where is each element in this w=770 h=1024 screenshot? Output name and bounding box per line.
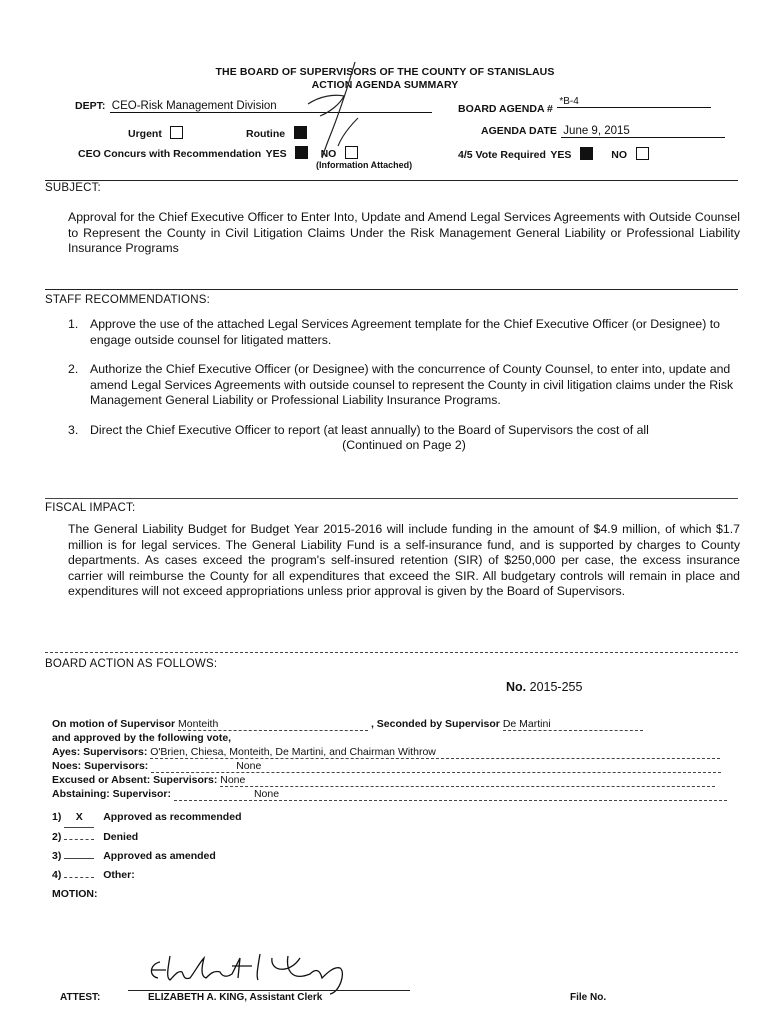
action-option[interactable] [52, 866, 241, 885]
staff-item-text: Direct the Chief Executive Officer to report (at least annually) to the Board of Supervisors the cost of all [90, 422, 649, 437]
seconded-value: De Martini [503, 718, 643, 731]
agenda-date-label: AGENDA DATE [481, 125, 557, 137]
continued-note: (Continued on Page 2) [342, 438, 466, 452]
option-number: 2) [52, 831, 62, 843]
board-title: THE BOARD OF SUPERVISORS OF THE COUNTY OF STANISLAUS [215, 66, 555, 78]
staff-item-number: 2. [68, 362, 79, 376]
option-number: 1) [52, 811, 62, 823]
board-action-heading: BOARD ACTION AS FOLLOWS: [45, 658, 218, 670]
dept-value: CEO-Risk Management Division [110, 100, 432, 113]
motion-label: On motion of Supervisor [52, 718, 176, 730]
ayes-value: O'Brien, Chiesa, Monteith, De Martini, and Chairman Withrow [150, 746, 720, 759]
vote-no-label: NO [611, 149, 628, 161]
excused-row [52, 774, 742, 787]
vote-yes-label: YES [550, 149, 572, 161]
subject-text: Approval for the Chief Executive Officer to Enter Into, Update and Amend Legal Services Agreements with Outside Counsel to Represent the County in Civil Litigation Claims Under the Risk Management General Liability or Professional Liability Insurance Programs [68, 210, 740, 255]
initials-mark [300, 56, 390, 166]
resolution-number [506, 680, 582, 694]
resolution-number-label: No. [506, 680, 527, 694]
ceo-no-label: NO [320, 148, 337, 160]
option-label: Other: [103, 869, 135, 881]
option-mark: X [64, 808, 94, 828]
board-agenda-value: *B-4 [557, 96, 711, 108]
excused-value: None [220, 774, 715, 787]
seconded-label: , Seconded by Supervisor [370, 718, 500, 730]
board-agenda-label: BOARD AGENDA # [458, 103, 553, 115]
staff-list [68, 317, 740, 454]
dept-label: DEPT: [75, 100, 106, 112]
vote-no-checkbox[interactable] [636, 147, 649, 160]
staff-divider [45, 498, 738, 499]
subject-heading: SUBJECT: [45, 182, 101, 194]
staff-item-number: 1. [68, 317, 79, 331]
ceo-yes-label: YES [265, 148, 287, 160]
routine-row [246, 124, 307, 142]
option-number: 4) [52, 869, 62, 881]
agenda-date-value: June 9, 2015 [561, 125, 725, 138]
attest-name: ELIZABETH A. KING, Assistant Clerk [148, 992, 323, 1003]
urgent-label: Urgent [128, 128, 162, 140]
ayes-row [52, 746, 742, 759]
action-option[interactable] [52, 808, 241, 828]
noes-row [52, 760, 742, 773]
abstaining-row [52, 788, 742, 801]
motion-heading: MOTION: [52, 888, 98, 900]
option-label: Denied [103, 831, 139, 843]
routine-label: Routine [246, 128, 286, 140]
summary-title: ACTION AGENDA SUMMARY [311, 79, 459, 91]
excused-label: Excused or Absent: Supervisors: [52, 774, 218, 786]
motion-value: Monteith [178, 718, 368, 731]
urgent-row [128, 124, 183, 142]
vote-required-row [458, 145, 649, 163]
fiscal-heading: FISCAL IMPACT: [45, 502, 136, 514]
agenda-date-row [481, 121, 725, 139]
option-mark [64, 877, 94, 878]
staff-item-number: 3. [68, 422, 79, 437]
staff-heading: STAFF RECOMMENDATIONS: [45, 294, 210, 306]
subject-divider [45, 289, 738, 290]
ceo-concurs-label: CEO Concurs with Recommendation [78, 148, 262, 160]
approved-by-vote: and approved by the following vote, [52, 732, 232, 744]
noes-label: Noes: Supervisors: [52, 760, 149, 772]
staff-item-text: Approve the use of the attached Legal Services Agreement template for the Chief Executive Officer (or Designee) to engage outside counsel for litigated matters. [90, 317, 720, 347]
attest-label: ATTEST: [60, 992, 101, 1003]
noes-value: None [151, 760, 721, 773]
vote-yes-checkbox[interactable] [580, 147, 593, 160]
ayes-label: Ayes: Supervisors: [52, 746, 148, 758]
option-label: Approved as amended [103, 850, 216, 862]
staff-item [68, 362, 740, 409]
option-mark [64, 839, 94, 840]
vote-required-label: 4/5 Vote Required [458, 149, 546, 161]
abstaining-value: None [174, 788, 727, 801]
information-attached-note: (Information Attached) [316, 160, 413, 170]
staff-item-text: Authorize the Chief Executive Officer (or Designee) with the concurrence of County Counsel, to enter into, update and amend Legal Services Agreements with outside counsel to represent the County in civil litigation claims under the Risk Management General Liability or Professional Liability Insurance Programs. [90, 362, 734, 407]
fiscal-divider [45, 652, 738, 653]
board-agenda-row [458, 96, 711, 117]
signature-line [128, 990, 410, 991]
motion-row [52, 718, 742, 731]
urgent-checkbox[interactable] [170, 126, 183, 139]
action-option[interactable] [52, 828, 241, 847]
staff-item [68, 317, 740, 348]
abstaining-label: Abstaining: Supervisor: [52, 788, 172, 800]
header-divider [45, 180, 738, 181]
file-number-label: File No. [570, 992, 607, 1003]
option-label: Approved as recommended [103, 811, 242, 823]
fiscal-text: The General Liability Budget for Budget Year 2015-2016 will include funding in the amount of $4.9 million, of which $1.7 million is for legal services. The General Liability Fund is a self-insurance fund, and is supported by charges to County departments. As cases exceed the program's self-insured retention (SIR) of $250,000 per case, the excess insurance carrier will reimburse the County for all expenditures that exceed the SIR. All budgetary controls will remain in place and expenditures will not exceed appropriations unless prior approval is given by the Board of Supervisors. [68, 522, 740, 598]
resolution-number-value: 2015-255 [529, 680, 583, 694]
action-option[interactable] [52, 847, 241, 866]
staff-item [68, 423, 740, 439]
option-mark [64, 858, 94, 859]
action-options [52, 808, 241, 904]
option-number: 3) [52, 850, 62, 862]
